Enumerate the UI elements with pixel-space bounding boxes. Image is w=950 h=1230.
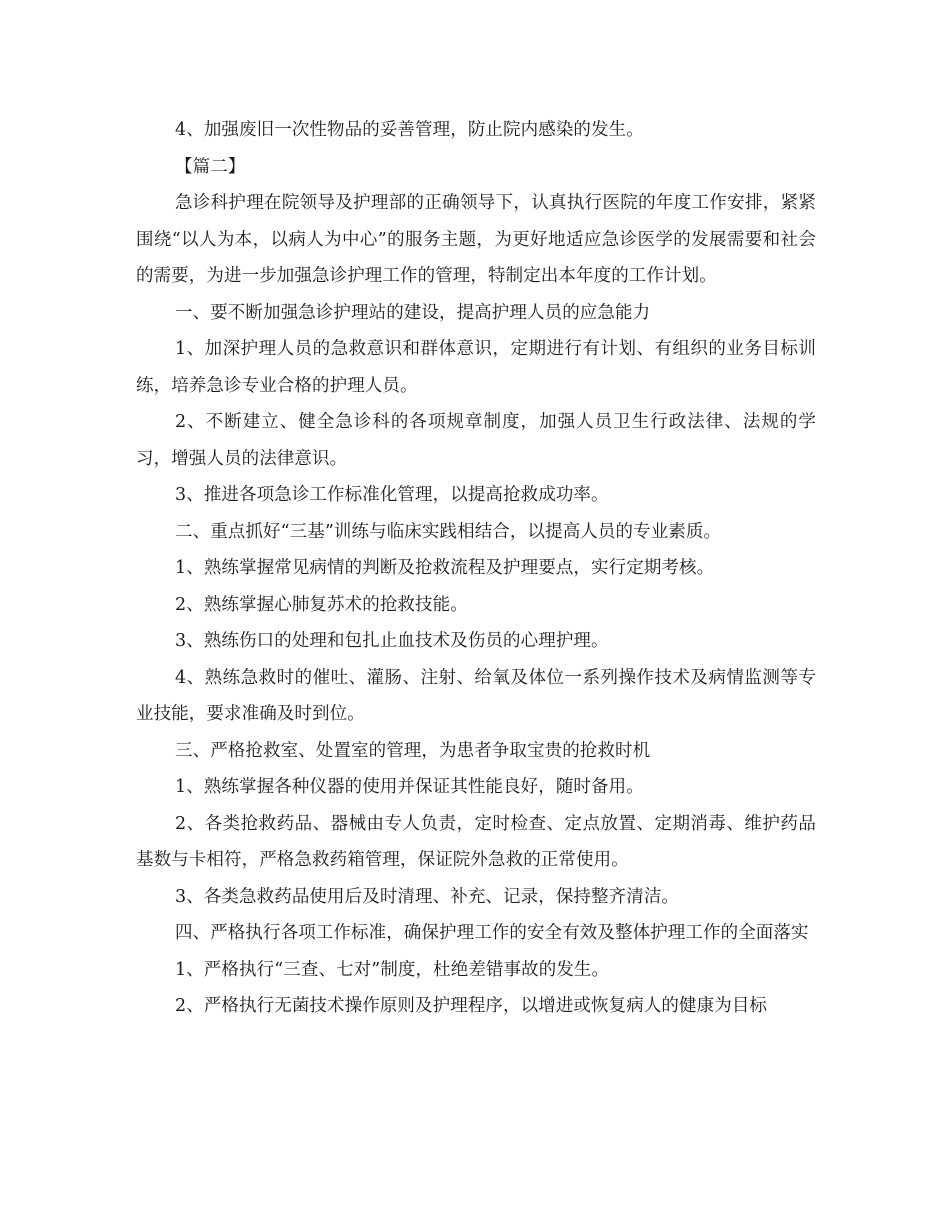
- section-heading-part-two: 【篇二】: [175, 156, 246, 177]
- list-item: 2、熟练掌握心肺复苏术的抢救技能。: [175, 594, 468, 615]
- list-item: 3、各类急救药品使用后及时清理、补充、记录，保持整齐清洁。: [175, 886, 680, 907]
- list-item: 4、熟练急救时的催吐、灌肠、注射、给氧及体位一系列操作技术及病情监测等专业技能，要求准确及时到位。: [136, 667, 816, 724]
- list-item: 1、熟练掌握各种仪器的使用并保证其性能良好，随时备用。: [175, 777, 644, 797]
- section-heading-1: 一、要不断加强急诊护理站的建设，提高护理人员的应急能力: [175, 302, 651, 323]
- intro-paragraph: 急诊科护理在院领导及护理部的正确领导下，认真执行医院的年度工作安排，紧紧围绕“以人为本，以病人为中心”的服务主题，为更好地适应急诊医学的发展需要和社会的需要，为进一步加强急诊护理工作的管理，特制定出本年度的工作计划。: [136, 193, 816, 286]
- list-item: 1、严格执行“三查、七对”制度，杜绝差错事故的发生。: [175, 959, 610, 980]
- list-item: 2、严格执行无菌技术操作原则及护理程序，以增进或恢复病人的健康为目标: [175, 996, 768, 1016]
- list-item: 1、加深护理人员的急救意识和群体意识，定期进行有计划、有组织的业务目标训练，培养急诊专业合格的护理人员。: [136, 339, 816, 396]
- paragraph-1: 4、加强废旧一次性物品的妥善管理，防止院内感染的发生。: [175, 120, 644, 140]
- document-body: [136, 112, 816, 1025]
- list-item: 1、熟练掌握常见病情的判断及抢救流程及护理要点，实行定期考核。: [175, 558, 715, 578]
- section-heading-2: 二、重点抓好“三基”训练与临床实践相结合，以提高人员的专业素质。: [175, 521, 722, 542]
- list-item: 2、各类抢救药品、器械由专人负责，定时检查、定点放置、定期消毒、维护药品基数与卡相符，严格急救药箱管理，保证院外急救的正常使用。: [136, 813, 816, 870]
- list-item: 2、不断建立、健全急诊科的各项规章制度，加强人员卫生行政法律、法规的学习，增强人员的法律意识。: [136, 412, 816, 469]
- list-item: 3、推进各项急诊工作标准化管理，以提高抢救成功率。: [175, 485, 609, 505]
- list-item: 3、熟练伤口的处理和包扎止血技术及伤员的心理护理。: [175, 631, 609, 651]
- section-heading-3: 三、严格抢救室、处置室的管理，为患者争取宝贵的抢救时机: [175, 740, 651, 761]
- section-heading-4: 四、严格执行各项工作标准，确保护理工作的安全有效及整体护理工作的全面落实: [175, 923, 809, 943]
